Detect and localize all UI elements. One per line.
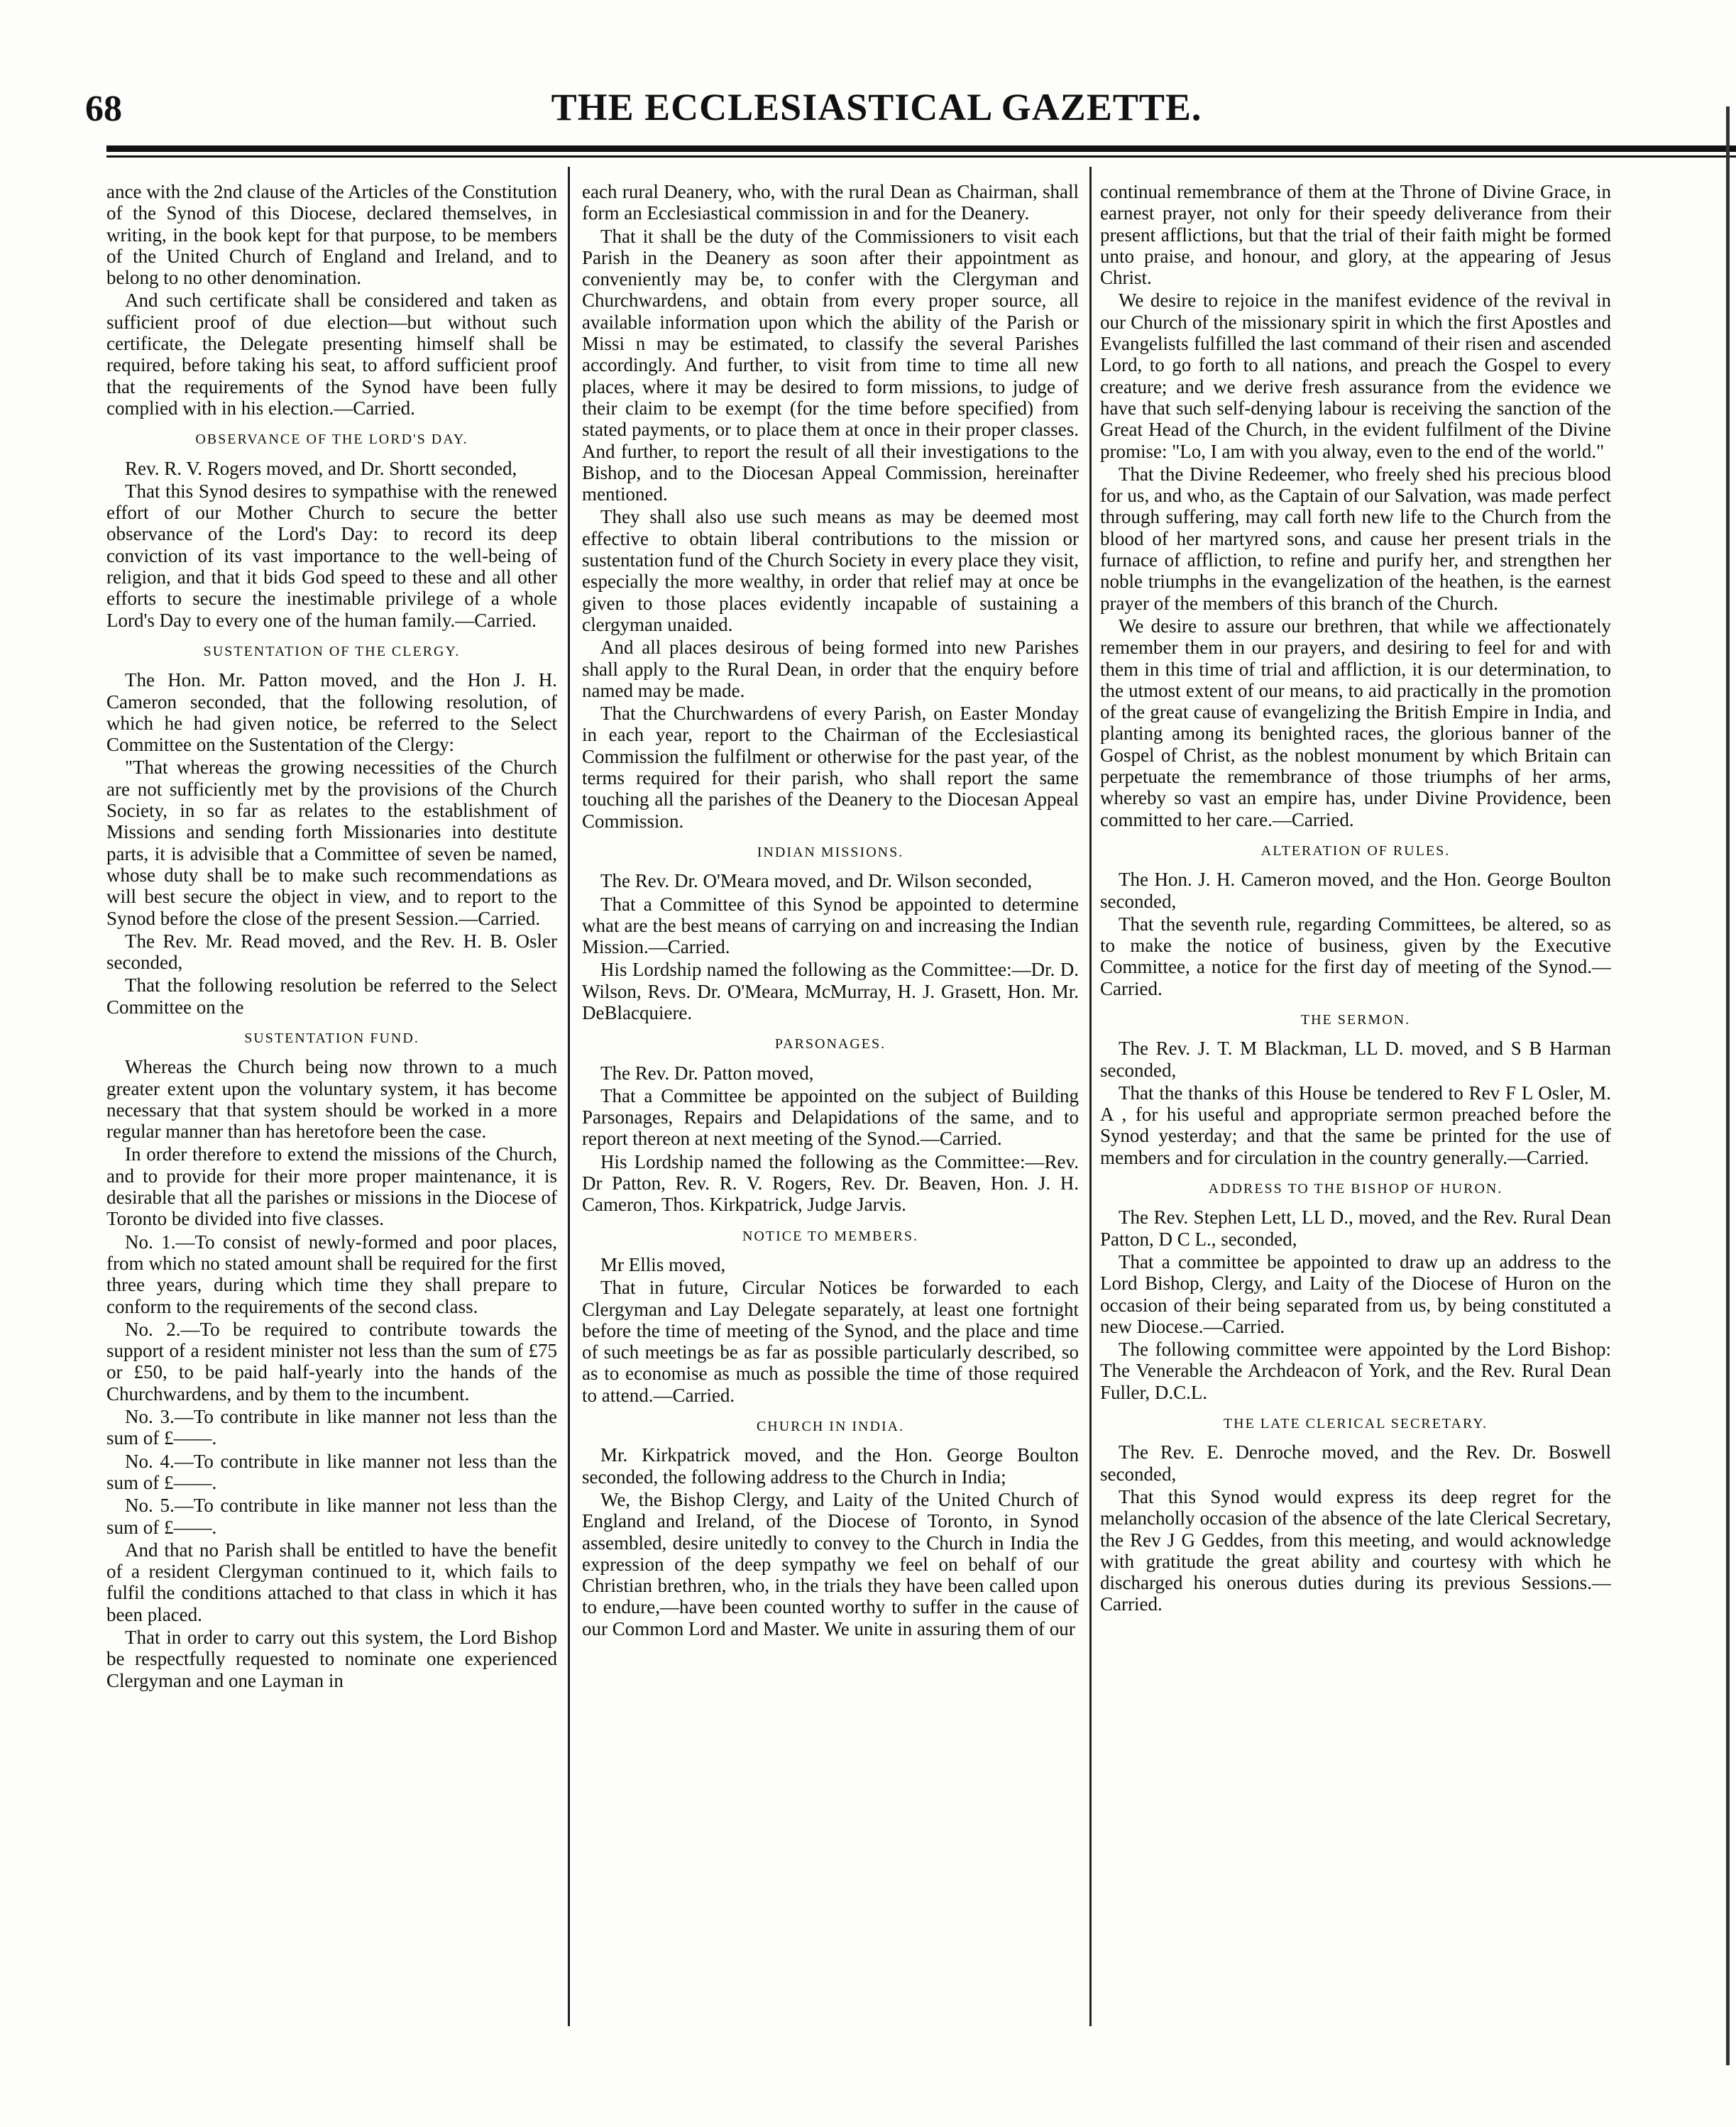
- column-right: [1100, 181, 1611, 2026]
- paragraph: The Rev. Mr. Read moved, and the Rev. H. B. Osler seconded,: [106, 930, 557, 974]
- paragraph: That the following resolution be referred to the Select Committee on the: [106, 974, 557, 1018]
- paragraph: No. 2.—To be required to contribute towards the support of a resident minister not less than the sum of £75 or £50, to be paid half-yearly into the hands of the Churchwardens, and by them to the incumbent.: [106, 1318, 557, 1405]
- paragraph: The following committee were appointed by the Lord Bishop: The Venerable the Archdeacon of York, and the Rev. Rural Dean Fuller, D.C.L.: [1100, 1339, 1611, 1403]
- journal-title: THE ECCLESIASTICAL GAZETTE.: [551, 86, 1202, 128]
- paragraph: The Rev. Stephen Lett, LL D., moved, and the Rev. Rural Dean Patton, D C L., seconded,: [1100, 1207, 1611, 1250]
- paragraph: The Rev. J. T. M Blackman, LL D. moved, and S B Harman seconded,: [1100, 1038, 1611, 1081]
- paragraph: No. 3.—To contribute in like manner not less than the sum of £——.: [106, 1406, 557, 1449]
- paragraph: ance with the 2nd clause of the Articles of the Constitution of the Synod of this Diocese, declared themselves, in writing, in the book kept for that purpose, to be members of the United Church of England and Ireland, and to belong to no other denomination.: [106, 181, 557, 289]
- paragraph: That the Divine Redeemer, who freely shed his precious blood for us, and who, as the Captain of our Salvation, was made perfect through suffering, may call forth new life to the Church from the blood of her martyred sons, and cause her present trials in the furnace of affliction, to refine and purify her, and strengthen her noble triumphs in the evangelization of the heathen, is the earnest prayer of the members of this branch of the Church.: [1100, 463, 1611, 614]
- paragraph: We desire to rejoice in the manifest evidence of the revival in our Church of the missionary spirit in which the first Apostles and Evangelists fulfilled the last command of their risen and ascended Lord, to go forth to all nations, and preach the Gospel to every creature; and we derive fresh assurance from the evidence we have that such self-denying labour is receiving the sanction of the Great Head of the Church, in the evident fulfilment of the Divine promise: "Lo, I am with you alway, even to the end of the world.": [1100, 290, 1611, 462]
- paragraph: That it shall be the duty of the Commissioners to visit each Parish in the Deanery as soon after their appointment as conveniently may be, to confer with the Clergyman and Churchwardens, and obtain from every proper source, all available information upon which the ability of the Parish or Missi n may be estimated, to classify the several Parishes accordingly. And further, to visit from time to time all new places, where it may be desired to form missions, to judge of their claim to be exempt (for the time before specified) from stated payments, or to place them at once in their proper classes. And further, to report the result of all their investigations to the Bishop, and to the Diocesan Appeal Commission, hereinafter mentioned.: [582, 225, 1079, 505]
- paragraph: That a Committee of this Synod be appointed to determine what are the best means of carrying on and increasing the Indian Mission.—Carried.: [582, 893, 1079, 958]
- section-heading: SUSTENTATION FUND.: [244, 1030, 419, 1046]
- section-heading: THE SERMON.: [1300, 1011, 1411, 1028]
- paragraph: We, the Bishop Clergy, and Laity of the United Church of England and Ireland, of the Diocese of Toronto, in Synod assembled, desire unitedly to convey to the Church in India the expression of the deep sympathy we feel on behalf of our Christian brethren, who, in the trials they have been called upon to endure,—have been counted worthy to suffer in the cause of our Common Lord and Master. We unite in assuring them of our: [582, 1488, 1079, 1639]
- paragraph: His Lordship named the following as the Committee:—Dr. D. Wilson, Revs. Dr. O'Meara, McMurray, H. J. Grasett, Hon. Mr. DeBlacquiere.: [582, 959, 1079, 1023]
- paragraph: No. 5.—To contribute in like manner not less than the sum of £——.: [106, 1495, 557, 1538]
- paragraph: That in future, Circular Notices be forwarded to each Clergyman and Lay Delegate separately, at least one fortnight before the time of meeting of the Synod, and the place and time of such meetings be as far as possible particularly described, so as to economise as much as possible the time of those required to attend.—Carried.: [582, 1277, 1079, 1406]
- column-middle: [582, 181, 1079, 2026]
- paragraph: That in order to carry out this system, the Lord Bishop be respectfully requested to nominate one experienced Clergyman and one Layman in: [106, 1627, 557, 1691]
- paragraph: The Rev. E. Denroche moved, and the Rev. Dr. Boswell seconded,: [1100, 1441, 1611, 1485]
- section-heading: OBSERVANCE OF THE LORD'S DAY.: [195, 432, 468, 448]
- section-heading: THE LATE CLERICAL SECRETARY.: [1223, 1416, 1488, 1432]
- section-heading: ADDRESS TO THE BISHOP OF HURON.: [1208, 1181, 1503, 1197]
- header-rule-thick: [106, 145, 1736, 152]
- paragraph: In order therefore to extend the missions of the Church, and to provide for their more proper maintenance, it is desirable that all the parishes or missions in the Diocese of Toronto be divided into five classes.: [106, 1143, 557, 1230]
- page-number: 68: [85, 89, 122, 129]
- paragraph: And all places desirous of being formed into new Parishes shall apply to the Rural Dean, in order that the enquiry before named may be made.: [582, 637, 1079, 701]
- header-rule-thin: [106, 155, 1736, 158]
- paragraph: That the thanks of this House be tendered to Rev F L Osler, M. A , for his useful and appropriate sermon preached before the Synod yesterday; and that the same be printed for the use of members and for circulation in the country generally.—Carried.: [1100, 1082, 1611, 1168]
- paragraph: Whereas the Church being now thrown to a much greater extent upon the voluntary system, it has become necessary that that system should be worked in a more regular manner than has heretofore been the case.: [106, 1056, 557, 1143]
- paragraph: Mr Ellis moved,: [600, 1253, 726, 1275]
- paragraph: That the Churchwardens of every Parish, on Easter Monday in each year, report to the Chairman of the Ecclesiastical Commission the fulfilment or otherwise for the past year, of the terms required for their parish, who shall report the same touching all the parishes of the Deanery to the Diocesan Appeal Commission.: [582, 703, 1079, 832]
- paragraph: That this Synod desires to sympathise with the renewed effort of our Mother Church to secure the better observance of the Lord's Day: to record its deep conviction of its vast importance to the well-being of religion, and that it bids God speed to these and all other efforts to secure the inestimable privilege of a whole Lord's Day to every one of the human family.—Carried.: [106, 480, 557, 631]
- section-heading: CHURCH IN INDIA.: [756, 1419, 905, 1435]
- paragraph: The Rev. Dr. Patton moved,: [600, 1062, 814, 1084]
- paragraph: That a committee be appointed to draw up an address to the Lord Bishop, Clergy, and Laity of the Diocese of Huron on the occasion of their being separated from us, by being constituted a new Diocese.—Carried.: [1100, 1251, 1611, 1337]
- paragraph: That a Committee be appointed on the subject of Building Parsonages, Repairs and Delapidations of the same, and to report thereon at next meeting of the Synod.—Carried.: [582, 1084, 1079, 1150]
- paragraph: "That whereas the growing necessities of the Church are not sufficiently met by the provisions of the Church Society, in so far as relates to the establishment of Missions and sending forth Missionaries into destitute parts, it is advisible that a Committee of seven be named, whose duty shall be to make such recommendations as will best secure the object in view, and to report to the Synod before the close of the present Session.—Carried.: [106, 757, 557, 929]
- section-heading: SUSTENTATION OF THE CLERGY.: [203, 643, 461, 659]
- paragraph: They shall also use such means as may be deemed most effective to obtain liberal contributions to the mission or sustentation fund of the Church Society in every place they visit, especially the more wealthy, in order that relief may at once be given to those places evidently incapable of sustaining a clergyman unaided.: [582, 506, 1079, 635]
- page-edge-rule: [1726, 106, 1730, 2065]
- column-divider-1: [568, 167, 570, 2026]
- paragraph: That this Synod would express its deep regret for the melancholly occasion of the absence of the late Clerical Secretary, the Rev J G Geddes, from this meeting, and would acknowledge with gratitude the great ability and courtesy with which he discharged his onerous duties during its previous Sessions.—Carried.: [1100, 1485, 1611, 1615]
- paragraph: And that no Parish shall be entitled to have the benefit of a resident Clergyman continued to it, which fails to fulfil the conditions attached to that class in which it has been placed.: [106, 1539, 557, 1625]
- paragraph: The Hon. Mr. Patton moved, and the Hon J. H. Cameron seconded, that the following resolution, of which he had given notice, be referred to the Select Committee on the Sustentation of the Clergy:: [106, 669, 557, 756]
- paragraph: And such certificate shall be considered and taken as sufficient proof of due election—but without such certificate, the Delegate presenting himself shall be required, before taking his seat, to afford sufficient proof that the requirements of the Synod have been fully complied with in his election.—Carried.: [106, 290, 557, 419]
- paragraph: No. 1.—To consist of newly-formed and poor places, from which no stated amount shall be required for the first three years, during which time they shall prepare to conform to the requirements of the second class.: [106, 1231, 557, 1317]
- paragraph: Mr. Kirkpatrick moved, and the Hon. George Boulton seconded, the following address to the Church in India;: [582, 1444, 1079, 1488]
- paragraph: Rev. R. V. Rogers moved, and Dr. Shortt seconded,: [125, 457, 517, 479]
- paragraph: That the seventh rule, regarding Committees, be altered, so as to make the notice of business, given by the Executive Committee, a notice for the first day of meeting of the Synod.—Carried.: [1100, 913, 1611, 999]
- page-header: [85, 78, 1736, 135]
- paragraph: each rural Deanery, who, with the rural Dean as Chairman, shall form an Ecclesiastical commission in and for the Deanery.: [582, 181, 1079, 224]
- paragraph: The Rev. Dr. O'Meara moved, and Dr. Wilson seconded,: [600, 870, 1033, 892]
- paragraph: We desire to assure our brethren, that while we affectionately remember them in our prayers, and desiring to feel for and with them in this time of trial and affliction, it is our determination, to the utmost extent of our means, to aid practically in the promotion of the great cause of evangelizing the British Empire in India, and planting among its benighted races, the glorious banner of the Gospel of Christ, as the noblest monument by which Britain can perpetuate the remembrance of those triumphs of her arms, whereby so vast an empire has, under Divine Providence, been committed to her care.—Carried.: [1100, 615, 1611, 830]
- section-heading: ALTERATION OF RULES.: [1260, 842, 1451, 859]
- section-heading: NOTICE TO MEMBERS.: [742, 1228, 919, 1244]
- section-heading: PARSONAGES.: [774, 1036, 886, 1052]
- paragraph: The Hon. J. H. Cameron moved, and the Hon. George Boulton seconded,: [1100, 869, 1611, 912]
- column-left: [106, 181, 557, 2026]
- section-heading: INDIAN MISSIONS.: [757, 844, 904, 860]
- paragraph: His Lordship named the following as the Committee:—Rev. Dr Patton, Rev. R. V. Rogers, Rev. Dr. Beaven, Hon. J. H. Cameron, Thos. Kirkpatrick, Judge Jarvis.: [582, 1150, 1079, 1216]
- paragraph: continual remembrance of them at the Throne of Divine Grace, in earnest prayer, not only for their speedy deliverance from their present afflictions, but that the trial of their faith might be formed unto praise, and honour, and glory, at the appearing of Jesus Christ.: [1100, 181, 1611, 289]
- paragraph: No. 4.—To contribute in like manner not less than the sum of £——.: [106, 1450, 557, 1493]
- column-divider-2: [1089, 167, 1092, 2026]
